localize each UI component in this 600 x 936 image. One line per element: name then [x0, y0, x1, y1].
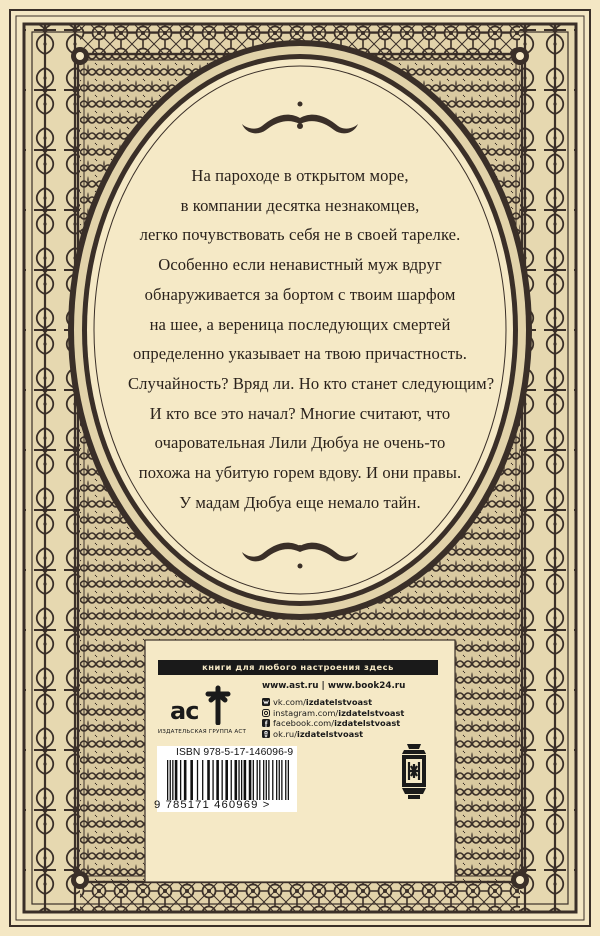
barcode-bar — [231, 760, 232, 800]
social-links — [262, 697, 462, 739]
description-line: И кто все это начал? Многие считают, что — [149, 403, 451, 423]
social-link-odnoklassniki[interactable] — [262, 729, 462, 740]
barcode-bar — [244, 760, 247, 800]
social-link-prefix: ok.ru/ — [273, 728, 297, 739]
ast-logo-icon — [168, 685, 232, 725]
barcode-bar — [202, 760, 203, 800]
description-line: обнаруживается за бортом с твоим шарфом — [144, 284, 456, 304]
barcode-bar — [263, 760, 264, 800]
barcode-bar — [268, 760, 269, 800]
tagline-banner: книги для любого настроения здесь — [158, 660, 438, 675]
social-link-prefix: instagram.com/ — [273, 707, 339, 718]
social-link-facebook[interactable] — [262, 718, 462, 729]
barcode-bar — [259, 760, 260, 800]
social-link-instagram[interactable] — [262, 708, 462, 719]
barcode-bar — [222, 760, 223, 800]
barcode-bar — [234, 760, 237, 800]
barcode-bar — [253, 760, 254, 800]
description-line: Случайность? Вряд ли. Но кто станет следующим? — [128, 373, 495, 393]
odnoklassniki-icon — [262, 730, 270, 738]
description-line: Особенно если ненавистный муж вдруг — [158, 255, 442, 275]
book-description — [128, 161, 495, 517]
facebook-icon — [262, 719, 270, 727]
barcode-bar — [272, 760, 273, 800]
barcode-digits: 9 785171 460969 > — [154, 799, 271, 811]
description-line: У мадам Дюбуа еще немало тайн. — [179, 492, 421, 512]
barcode-bar — [207, 760, 210, 800]
publisher-name: ИЗДАТЕЛЬСКАЯ ГРУППА АСТ — [157, 729, 247, 735]
barcode-bar — [167, 760, 168, 800]
barcode-bar — [212, 760, 213, 800]
barcode-bar — [216, 760, 219, 800]
barcode-bar — [225, 760, 228, 800]
publisher-websites[interactable]: www.ast.ru | www.book24.ru — [262, 681, 406, 691]
barcode-bar — [241, 760, 242, 800]
social-link-handle: izdatelstvoast — [338, 707, 405, 718]
social-link-vk[interactable] — [262, 697, 462, 708]
description-line: на шее, а вереница последующих смертей — [149, 314, 451, 334]
barcode-bar — [288, 760, 289, 800]
description-line: определенно указывает на твою причастность. — [132, 344, 468, 364]
barcode-bar — [172, 760, 173, 800]
description-line: в компании десятка незнакомцев, — [180, 195, 420, 215]
description-line: На пароходе в открытом море, — [191, 166, 409, 185]
barcode-bar — [238, 760, 239, 800]
barcode-bar — [190, 760, 193, 800]
description-line: легко почувствовать себя не в своей тарелке. — [139, 225, 461, 245]
barcode-bar — [266, 760, 267, 800]
barcode-bar — [285, 760, 286, 800]
svg-text:ас: ас — [170, 697, 199, 725]
social-link-handle: izdatelstvoast — [334, 718, 401, 729]
instagram-icon — [262, 709, 270, 717]
barcode-bar — [180, 760, 181, 800]
barcode-bar — [281, 760, 282, 800]
barcode-bar — [197, 760, 198, 800]
barcode-bar — [257, 760, 258, 800]
social-link-prefix: vk.com/ — [273, 697, 306, 707]
barcode-bar — [276, 760, 277, 800]
barcode-bar — [184, 760, 187, 800]
description-line: похожа на убитую горем вдову. И они правы. — [138, 463, 462, 483]
social-link-handle: izdatelstvoast — [305, 697, 373, 707]
barcode-bar — [175, 760, 178, 800]
barcode-bar — [249, 760, 252, 800]
lantern-logo-icon — [397, 742, 431, 800]
description-line: очаровательная Лили Дюбуа не очень-то — [154, 433, 446, 453]
barcode-icon — [167, 760, 289, 800]
vk-icon — [262, 698, 270, 706]
barcode-bar — [279, 760, 280, 800]
social-link-handle: izdatelstvoast — [296, 728, 364, 739]
isbn-number: ISBN 978-5-17-146096-9 — [176, 747, 294, 758]
social-link-prefix: facebook.com/ — [273, 718, 335, 729]
barcode-bar — [170, 760, 171, 800]
